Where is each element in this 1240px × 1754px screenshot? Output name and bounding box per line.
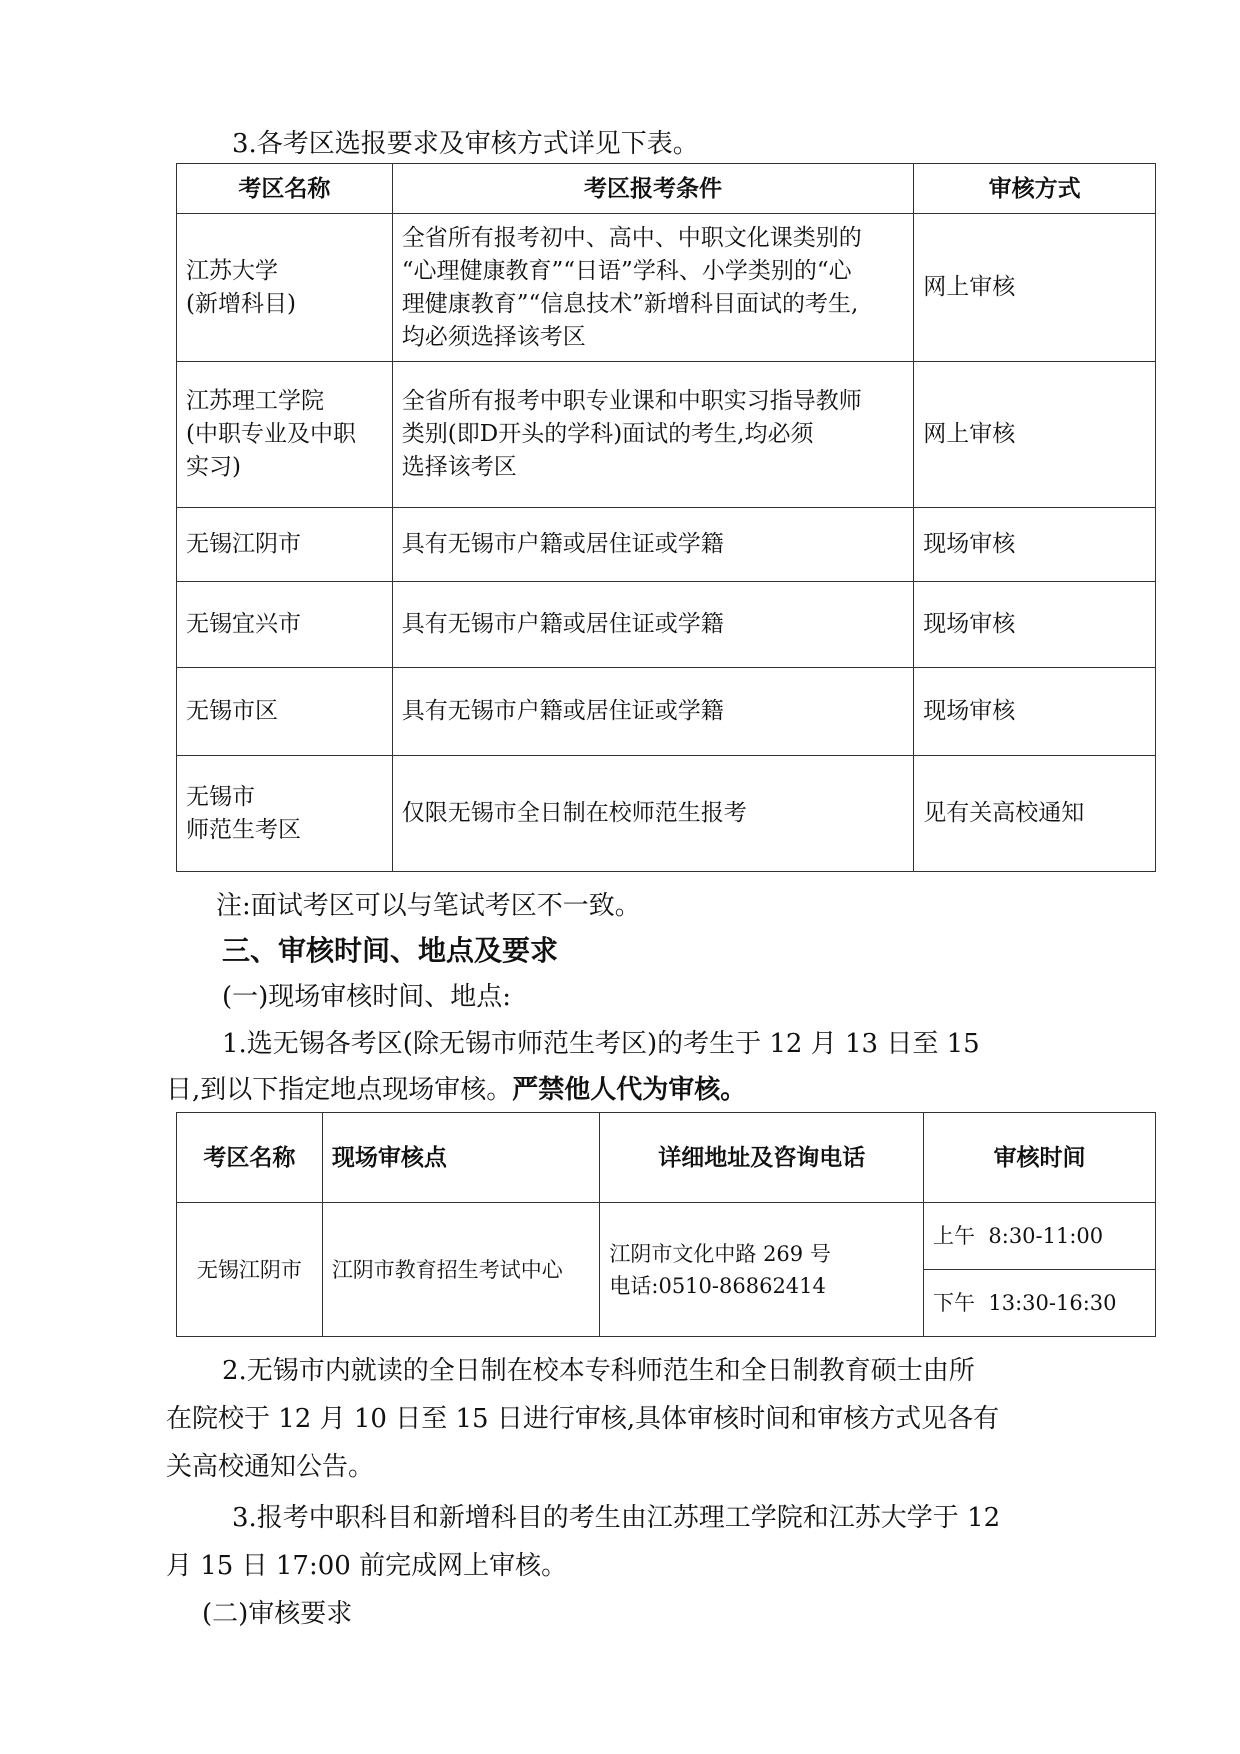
condition-cell: 具有无锡市户籍或居住证或学籍 (392, 582, 913, 668)
condition-cell: 具有无锡市户籍或居住证或学籍 (392, 668, 913, 756)
condition-line: 全省所有报考初中、高中、中职文化课类别的 (401, 224, 862, 251)
review-method-cell: 网上审核 (914, 362, 1156, 508)
district-name-cell (177, 756, 393, 872)
district-name-cell (177, 362, 393, 508)
review-method-cell: 见有关高校通知 (914, 756, 1156, 872)
district-name-line: (中职专业及中职 (186, 421, 356, 447)
paragraph-line: 2.无锡市内就读的全日制在校本专科师范生和全日制教育硕士由所 (222, 1356, 975, 1386)
header-review-method: 审核方式 (914, 164, 1156, 214)
table-header-row (177, 164, 1156, 214)
condition-cell (392, 214, 913, 362)
paragraph-line: 3.报考中职科目和新增科目的考生由江苏理工学院和江苏大学于 12 (232, 1503, 1001, 1533)
table-row (177, 508, 1156, 582)
review-method-cell: 网上审核 (914, 214, 1156, 362)
header-district-name: 考区名称 (177, 164, 393, 214)
table-row (177, 668, 1156, 756)
district-name-line: 江苏大学 (186, 257, 278, 284)
exam-district-table (176, 163, 1156, 872)
district-name-cell: 无锡江阴市 (177, 508, 393, 582)
paragraph-line: 关高校通知公告。 (166, 1452, 375, 1482)
emphasis-text: 严禁他人代为审核。 (512, 1075, 747, 1105)
paragraph-line: 月 15 日 17:00 前完成网上审核。 (166, 1551, 568, 1581)
intro-line: 3.各考区选报要求及审核方式详见下表。 (232, 129, 699, 159)
district-name-cell: 无锡江阴市 (177, 1203, 323, 1337)
review-method-cell: 现场审核 (914, 582, 1156, 668)
paragraph-text: 日,到以下指定地点现场审核。 (166, 1075, 513, 1105)
phone-text: 电话:0510-86862414 (609, 1273, 826, 1298)
paragraph-line (222, 1027, 1086, 1061)
district-name-cell (177, 214, 393, 362)
table-row (177, 214, 1156, 362)
table-row (177, 1203, 1156, 1270)
condition-line: 类别(即D开头的学科)面试的考生,均必须 (401, 421, 814, 447)
review-method-cell: 现场审核 (914, 508, 1156, 582)
condition-cell (392, 362, 913, 508)
condition-line: 均必须选择该考区 (401, 323, 586, 350)
subsection-heading: (一)现场审核时间、地点: (222, 982, 512, 1012)
paragraph-line (166, 1073, 746, 1107)
address-phone-cell (600, 1203, 924, 1337)
district-name-cell: 无锡市区 (177, 668, 393, 756)
review-site-cell: 江阴市教育招生考试中心 (322, 1203, 600, 1337)
header-review-time: 审核时间 (924, 1113, 1156, 1203)
address-text: 江阴市文化中路 269 号 (609, 1241, 831, 1266)
condition-line: 理健康教育”“信息技术”新增科目面试的考生, (401, 290, 859, 317)
district-name-cell: 无锡宜兴市 (177, 582, 393, 668)
section-heading: 三、审核时间、地点及要求 (222, 934, 559, 967)
table-row (177, 362, 1156, 508)
review-method-cell: 现场审核 (914, 668, 1156, 756)
table-header-row (177, 1113, 1156, 1203)
condition-cell: 具有无锡市户籍或居住证或学籍 (392, 508, 913, 582)
district-name-line: 实习) (186, 454, 241, 480)
district-name-line: 师范生考区 (186, 816, 301, 843)
time-pm-cell: 下午 13:30-16:30 (924, 1270, 1156, 1337)
time-am-cell: 上午 8:30-11:00 (924, 1203, 1156, 1270)
header-conditions: 考区报考条件 (392, 164, 913, 214)
header-district-name: 考区名称 (177, 1113, 323, 1203)
condition-line: 全省所有报考中职专业课和中职实习指导教师 (401, 388, 862, 414)
table-row (177, 582, 1156, 668)
subsection-heading: (二)审核要求 (202, 1599, 353, 1629)
condition-cell: 仅限无锡市全日制在校师范生报考 (392, 756, 913, 872)
onsite-review-table (176, 1112, 1156, 1337)
note-line: 注:面试考区可以与笔试考区不一致。 (216, 891, 641, 921)
header-address-phone: 详细地址及咨询电话 (600, 1113, 924, 1203)
paragraph-line: 在院校于 12 月 10 日至 15 日进行审核,具体审核时间和审核方式见各有 (166, 1404, 1000, 1434)
district-name-line: 无锡市 (186, 783, 255, 810)
condition-line: “心理健康教育”“日语”学科、小学类别的“心 (401, 257, 852, 284)
district-name-line: (新增科目) (186, 290, 296, 317)
table-row (177, 756, 1156, 872)
district-name-line: 江苏理工学院 (186, 388, 324, 414)
paragraph-text: 1.选无锡各考区(除无锡市师范生考区)的考生于 12 月 13 日至 15 (222, 1029, 980, 1059)
header-review-site: 现场审核点 (322, 1113, 600, 1203)
condition-line: 选择该考区 (401, 454, 517, 480)
